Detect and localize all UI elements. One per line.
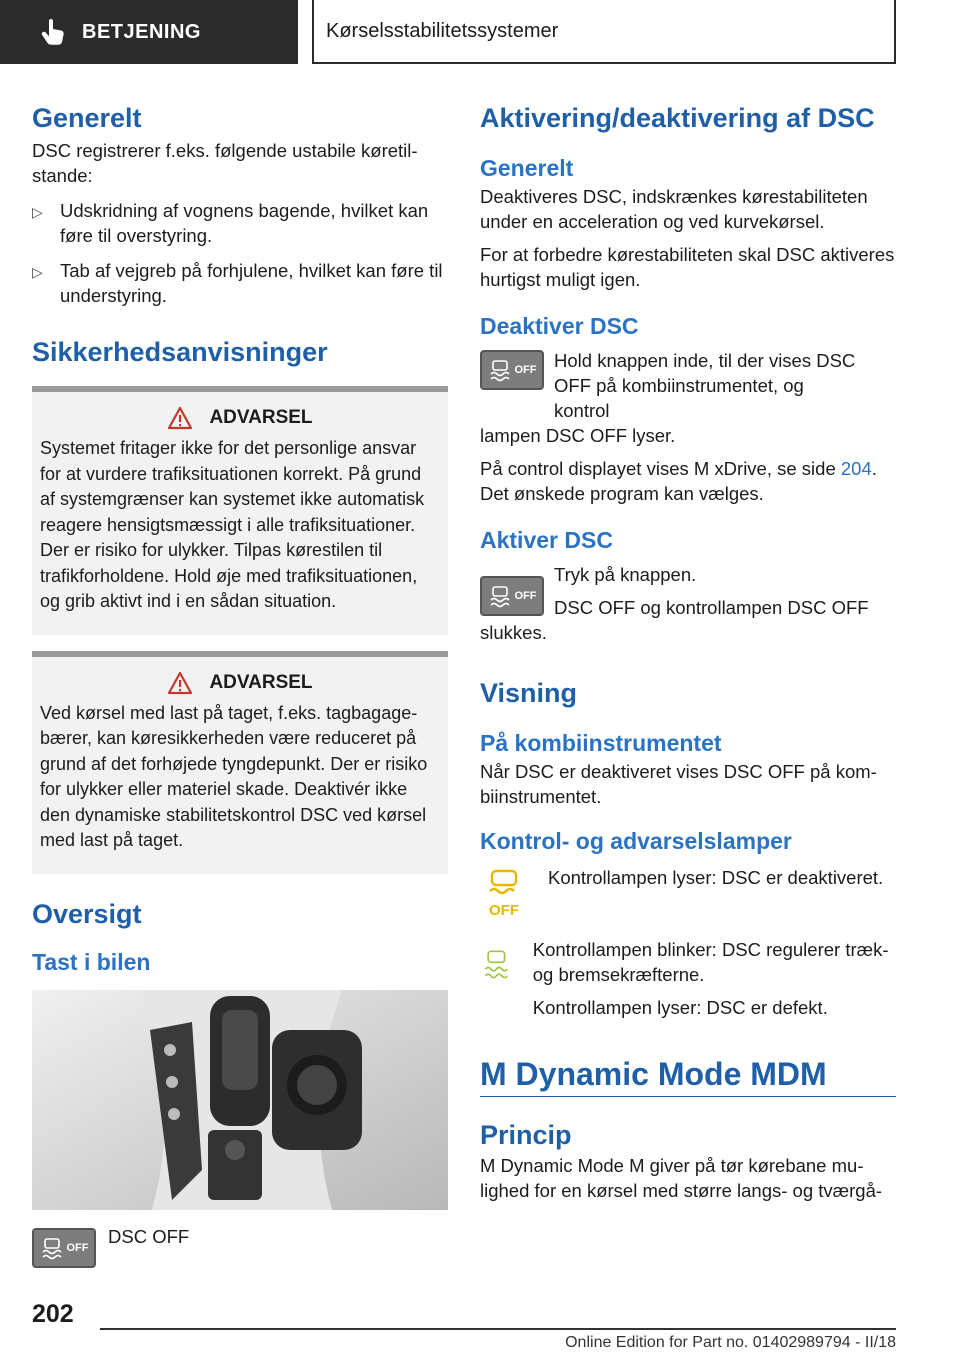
hand-pointer-icon: [40, 18, 66, 46]
dsc-off-button-icon: [480, 576, 544, 616]
deaktiver-p3: Det ønskede program kan vælges.: [480, 483, 764, 504]
deaktiver-line-1: Hold knappen inde, til der vises DSC: [554, 350, 856, 371]
generelt-heading: Generelt: [32, 103, 142, 133]
warning-triangle-icon: [167, 406, 193, 430]
footer-divider: [100, 1328, 896, 1330]
list-item: [32, 258, 448, 308]
generelt-intro: DSC registrerer f.eks. følgende ustabile køretilstande:: [32, 140, 418, 186]
aktiver-line-2: DSC OFF og kontrollampen DSC OFF: [554, 597, 869, 618]
list-item-text: Udskridning af vognens bagende, hvilket kan føre til overstyring.: [60, 200, 429, 246]
lamp1-text: Kontrollampen lyser: DSC er deaktiveret.: [548, 867, 884, 888]
dsc-off-lamp-icon: [480, 865, 528, 921]
mdm-heading: M Dynamic Mode MDM: [480, 1056, 827, 1092]
deaktiver-text-lines: [554, 348, 865, 423]
deaktiver-heading: Deaktiver DSC: [480, 313, 639, 339]
warning-header: [40, 671, 440, 695]
generelt-p2: For at forbedre kørestabiliteten skal DSC aktiveres hurtigst muligt igen.: [480, 244, 895, 290]
off-label: OFF: [514, 364, 537, 376]
aktivering-heading: Aktivering/deaktivering af DSC: [480, 103, 875, 133]
deaktiver-p2-text: På control displayet vises M xDrive, se side: [480, 458, 841, 479]
generelt-subheading: Generelt: [480, 155, 574, 181]
center-console-image: [32, 990, 448, 1210]
page-number: 202: [32, 1300, 74, 1328]
lamp-row-dsc: [480, 937, 896, 1020]
list-item-text: Tab af vejgreb på forhjulene, hvilket kan føre til understyring.: [60, 260, 443, 306]
warning-triangle-icon: [167, 671, 193, 695]
warning-header: [40, 406, 440, 430]
princip-heading: Princip: [480, 1120, 572, 1150]
right-column: [480, 100, 896, 1203]
aktiver-heading: Aktiver DSC: [480, 527, 613, 553]
lamper-heading: Kontrol- og advarselslamper: [480, 828, 792, 854]
warning-text: Ved kørsel med last på taget, f.eks. tagbagagebærer, kan køresikkerheden være reduceret på grund af det forhøjede tyngdepunkt. Der er risiko for ulykker eller materiel skade. Deaktivér ikke den dynamiske stabilitetskontrol DSC ved kørsel med last på taget.: [40, 702, 428, 850]
generelt-p1: Deaktiveres DSC, indskrænkes kørestabiliteten under en acceleration og ved kurvekørsel.: [480, 186, 868, 232]
lamp2-texts: [533, 937, 896, 1020]
triangle-bullet-icon: ▷: [32, 204, 43, 220]
console-photo: [32, 990, 448, 1210]
lamp-off-text: OFF: [489, 902, 519, 919]
aktiver-instruction: [480, 562, 896, 620]
aktiver-line-3: slukkes.: [480, 622, 547, 643]
dsc-off-button-icon: [32, 1228, 96, 1268]
dsc-lamp-icon: [480, 937, 513, 993]
traction-car-icon: [40, 1236, 64, 1260]
warning-box: [32, 386, 448, 635]
dsc-off-button-icon: [480, 350, 544, 390]
button-caption: DSC OFF: [108, 1225, 190, 1247]
kombi-heading: På kombiinstrumentet: [480, 730, 722, 756]
deaktiver-line-3: lampen DSC OFF lyser.: [480, 425, 676, 446]
warning-text: Systemet fritager ikke for det personlige ansvar for at vurdere trafiksituationen korrekt. På grund af systemgrænser kan systemet ikke automatisk reagere hensigtsmæssigt i alle trafiksituationer. Der er risiko for ulykker. Tilpas kørestilen til trafikforholdene. Hold øje med trafiksituationen, og grib aktivt ind i en sådan situation.: [40, 438, 425, 611]
deaktiver-line-2: OFF på kombiinstrumentet, og kontrol: [554, 375, 804, 421]
section-tab: [0, 0, 298, 64]
lamp2-text: Kontrollampen blinker: DSC regulerer træk- og bremsekræfterne.: [532, 939, 889, 985]
lamp2-text-2: Kontrollampen lyser: DSC er defekt.: [532, 997, 828, 1018]
warning-box: [32, 651, 448, 874]
deaktiver-p2: [480, 456, 896, 481]
deaktiver-instruction: [480, 348, 896, 423]
warning-label: ADVARSEL: [209, 407, 313, 428]
kombi-text: Når DSC er deaktiveret vises DSC OFF på kombiinstrumentet.: [480, 761, 877, 807]
triangle-bullet-icon: ▷: [32, 264, 43, 280]
breadcrumb: Kørselsstabilitetssystemer: [312, 0, 896, 64]
deaktiver-p2-end: .: [871, 458, 877, 479]
princip-text: M Dynamic Mode M giver på tør kørebane mulighed for en kørsel med større langs- og tværgå-: [480, 1155, 883, 1201]
section-label: BETJENING: [82, 20, 201, 43]
page-link[interactable]: 204: [840, 458, 872, 479]
oversigt-heading: Oversigt: [32, 898, 142, 929]
tast-heading: Tast i bilen: [32, 948, 151, 975]
off-label: OFF: [66, 1241, 89, 1254]
aktiver-text-lines: [554, 562, 869, 620]
off-label: OFF: [514, 590, 537, 602]
aktiver-line-1: Tryk på knappen.: [554, 564, 697, 585]
lamp-row-off: [480, 865, 896, 921]
traction-car-icon: [488, 584, 512, 608]
footer-edition: Online Edition for Part no. 01402989794 - II/18: [565, 1334, 896, 1351]
safety-heading: Sikkerhedsanvisninger: [32, 337, 328, 367]
left-column: [32, 100, 448, 1268]
dsc-button-legend: [32, 1225, 448, 1268]
traction-car-icon: [488, 358, 512, 382]
warning-label: ADVARSEL: [209, 671, 313, 693]
mdm-heading-wrap: [480, 1054, 896, 1097]
visning-heading: Visning: [480, 678, 578, 708]
list-item: [32, 198, 448, 248]
